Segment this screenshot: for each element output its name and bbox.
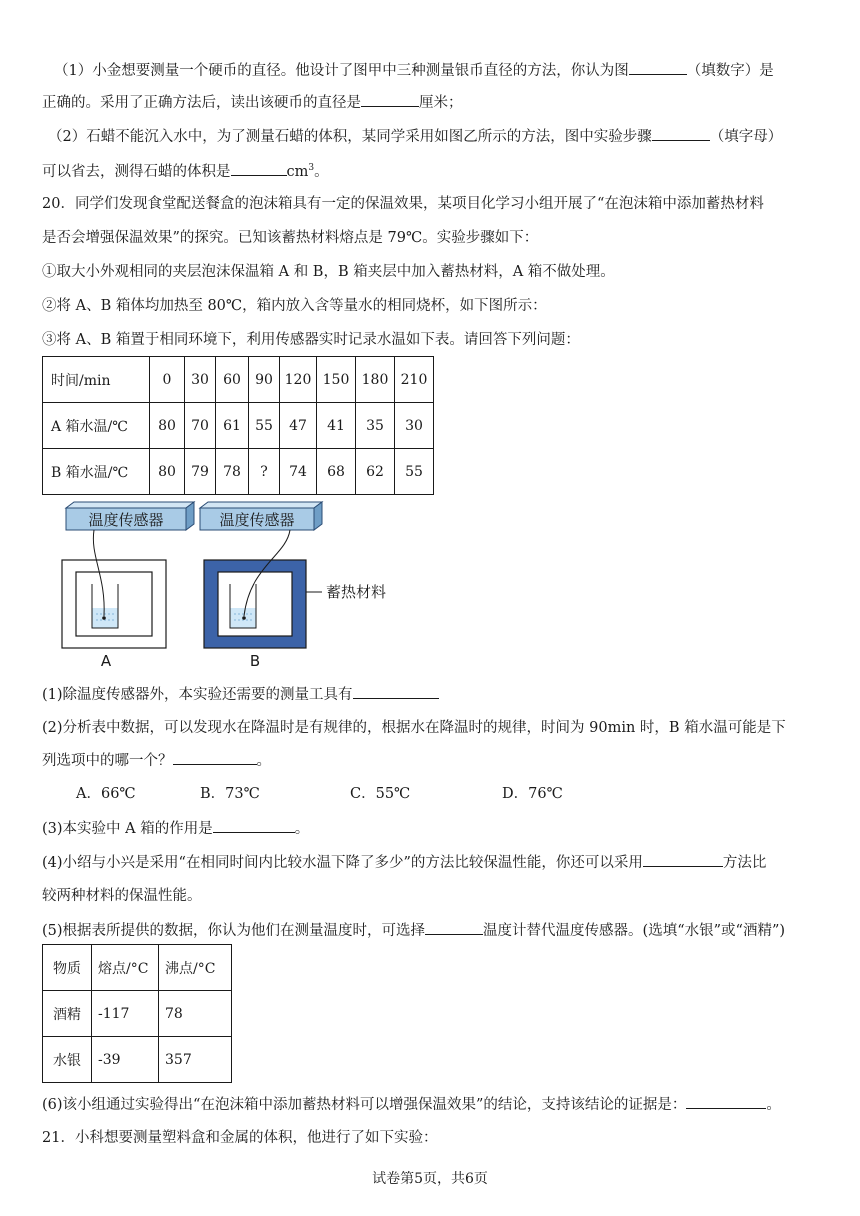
- q20-sub2-line1: (2)分析表中数据，可以发现水在降温时是有规律的，根据水在降温时的规律，时间为 90min 时，B 箱水温可能是下: [42, 720, 786, 736]
- answer-blank[interactable]: [173, 750, 257, 765]
- answer-blank[interactable]: [231, 161, 287, 176]
- answer-blank[interactable]: [353, 684, 439, 699]
- answer-blank[interactable]: [213, 818, 295, 833]
- table-row: 物质 熔点/°C 沸点/°C: [43, 945, 232, 991]
- q21-intro: 21．小科想要测量塑料盒和金属的体积，他进行了如下实验：: [42, 1130, 438, 1146]
- table-row: 时间/min 0 30 60 90 120 150 180 210: [43, 357, 434, 403]
- q20-step3: ③将 A、B 箱置于相同环境下，利用传感器实时记录水温如下表。请回答下列问题：: [42, 332, 580, 348]
- sensor-a: [66, 502, 194, 530]
- q20-step1: ①取大小外观相同的夹层泡沫保温箱 A 和 B，B 箱夹层中加入蓄热材料，A 箱不做处理。: [42, 264, 615, 280]
- sensor-b: [200, 502, 322, 530]
- sensor-label: 温度传感器: [88, 511, 164, 529]
- sensor-top-face: [66, 502, 194, 508]
- answer-blank[interactable]: [629, 60, 687, 75]
- sensor-top-face: [200, 502, 322, 508]
- q20-sub4-line2: 较两种材料的保温性能。: [42, 888, 202, 904]
- substance-table: [42, 944, 232, 1083]
- sensor-label: 温度传感器: [219, 511, 295, 529]
- answer-blank[interactable]: [643, 852, 723, 867]
- q20-intro-line1: 20．同学们发现食堂配送餐盒的泡沫箱具有一定的保温效果，某项目化学习小组开展了“在泡沫箱中添加蓄热材料: [42, 196, 764, 212]
- table-row: A 箱水温/℃ 80 70 61 55 47 41 35 30: [43, 403, 434, 449]
- answer-blank[interactable]: [652, 126, 710, 141]
- box-b: [204, 530, 386, 670]
- table-row: 水银 -39 357: [43, 1037, 232, 1083]
- option-c[interactable]: C．55℃: [350, 786, 411, 802]
- answer-blank[interactable]: [425, 920, 483, 935]
- q20-step2: ②将 A、B 箱体均加热至 80℃，箱内放入含等量水的相同烧杯，如下图所示：: [42, 298, 547, 314]
- box-b-label: B: [249, 652, 261, 670]
- q19-part1-line2: 正确的。采用了正确方法后，读出该硬币的直径是 厘米；: [42, 92, 463, 113]
- box-a: [62, 530, 166, 670]
- q19-part2-line2: 可以省去，测得石蜡的体积是 $cm^3$。: [42, 158, 329, 182]
- option-d[interactable]: D．76℃: [502, 786, 563, 802]
- answer-blank[interactable]: [361, 92, 419, 107]
- probe-tip: [242, 616, 246, 620]
- experiment-figure: [54, 496, 414, 672]
- option-a[interactable]: A．66℃: [76, 786, 136, 802]
- option-b[interactable]: B．73℃: [200, 786, 260, 802]
- page-footer: 试卷第5页，共6页: [372, 1171, 488, 1187]
- box-a-label: A: [100, 652, 112, 670]
- table-row: B 箱水温/℃ 80 79 78 ? 74 68 62 55: [43, 449, 434, 495]
- q20-sub4-line1: (4)小绍与小兴是采用“在相同时间内比较水温下降了多少”的方法比较保温性能，你还可以采用 方法比: [42, 852, 766, 873]
- material-label: 蓄热材料: [326, 583, 387, 601]
- q20-sub6: (6)该小组通过实验得出“在泡沫箱中添加蓄热材料可以增强保温效果”的结论，支持该结论的证据是： 。: [42, 1094, 781, 1115]
- q20-sub2-line2: 列选项中的哪一个？ 。: [42, 750, 271, 771]
- answer-blank[interactable]: [686, 1094, 766, 1109]
- q19-part1-line1: （1）小金想要测量一个硬币的直径。他设计了图甲中三种测量银币直径的方法，你认为图 （填数字）是: [54, 60, 774, 81]
- q20-intro-line2: 是否会增强保温效果”的探究。已知该蓄热材料熔点是 79℃。实验步骤如下：: [42, 230, 539, 246]
- q20-sub1: (1)除温度传感器外，本实验还需要的测量工具有: [42, 684, 439, 705]
- temperature-table: [42, 356, 434, 495]
- table-row: 酒精 -117 78: [43, 991, 232, 1037]
- q20-sub5: (5)根据表所提供的数据，你认为他们在测量温度时，可选择 温度计替代温度传感器。(选填“水银”或“酒精”): [42, 920, 785, 941]
- probe-tip: [102, 616, 106, 620]
- q19-part2-line1: （2）石蜡不能沉入水中，为了测量石蜡的体积，某同学采用如图乙所示的方法，图中实验步骤 （填字母）: [48, 126, 782, 147]
- q20-sub3: (3)本实验中 A 箱的作用是 。: [42, 818, 309, 839]
